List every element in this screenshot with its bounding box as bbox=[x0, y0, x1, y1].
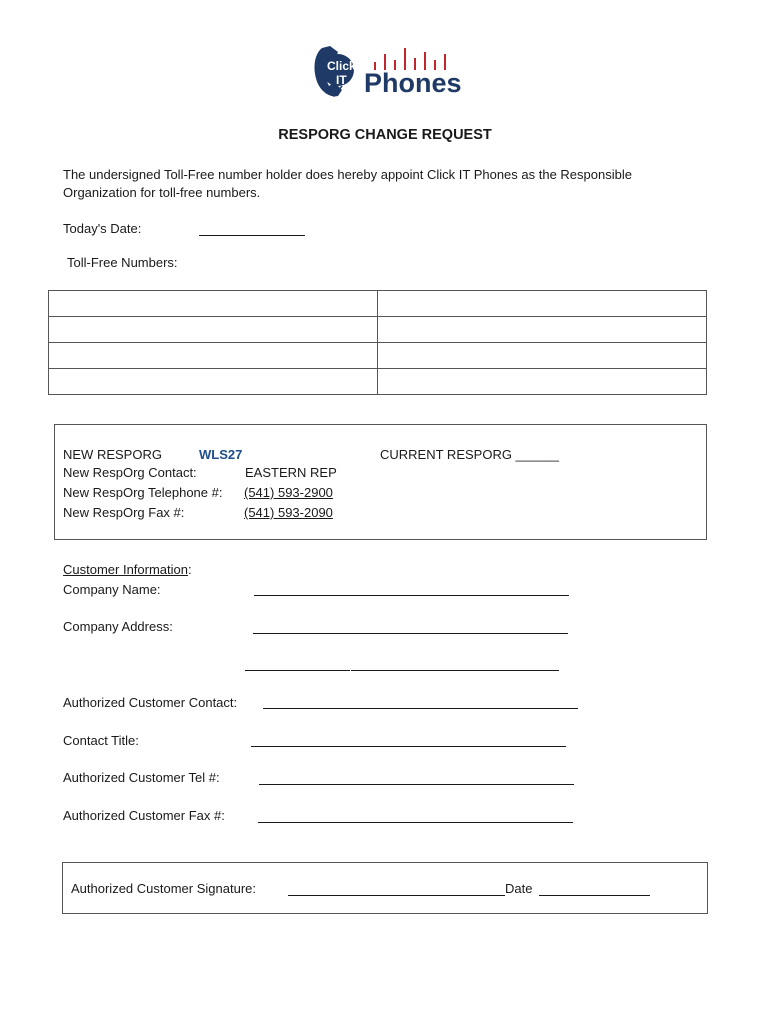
table-row bbox=[49, 343, 707, 369]
table-row bbox=[49, 369, 707, 395]
number-cell[interactable] bbox=[378, 369, 707, 395]
new-resporg-value: WLS27 bbox=[199, 447, 243, 462]
resporg-contact-value: EASTERN REP bbox=[245, 465, 337, 480]
address-line2-field-a[interactable] bbox=[245, 670, 350, 671]
number-cell[interactable] bbox=[378, 343, 707, 369]
toll-free-numbers-table bbox=[48, 290, 707, 395]
date-label: Today's Date: bbox=[63, 221, 142, 236]
resporg-fax-value: (541) 593-2090 bbox=[244, 505, 333, 520]
customer-info-heading: Customer Information: bbox=[63, 562, 192, 577]
current-resporg-blank[interactable]: ______ bbox=[515, 447, 559, 462]
date-field[interactable] bbox=[199, 235, 305, 236]
toll-free-label: Toll-Free Numbers: bbox=[67, 255, 178, 270]
customer-contact-field[interactable] bbox=[263, 708, 578, 709]
resporg-contact-label: New RespOrg Contact: bbox=[63, 465, 197, 480]
click-it-phones-logo bbox=[312, 40, 462, 102]
address-line2-field-b[interactable] bbox=[351, 670, 559, 671]
company-address-label: Company Address: bbox=[63, 619, 173, 634]
company-name-field[interactable] bbox=[254, 595, 569, 596]
new-resporg-label: NEW RESPORG bbox=[63, 447, 162, 462]
signal-bars-icon bbox=[374, 48, 446, 70]
page-title: RESPORG CHANGE REQUEST bbox=[278, 127, 492, 143]
logo-word-it: IT bbox=[336, 73, 347, 87]
company-address-field[interactable] bbox=[253, 633, 568, 634]
number-cell[interactable] bbox=[49, 317, 378, 343]
resporg-phone-label: New RespOrg Telephone #: bbox=[63, 485, 223, 500]
customer-fax-label: Authorized Customer Fax #: bbox=[63, 808, 225, 823]
signature-date-field[interactable] bbox=[539, 895, 650, 896]
customer-tel-field[interactable] bbox=[259, 784, 574, 785]
customer-fax-field[interactable] bbox=[258, 822, 573, 823]
number-cell[interactable] bbox=[49, 343, 378, 369]
contact-title-field[interactable] bbox=[251, 746, 566, 747]
current-resporg-label: CURRENT RESPORG ______ bbox=[380, 447, 559, 462]
number-cell[interactable] bbox=[49, 291, 378, 317]
number-cell[interactable] bbox=[378, 291, 707, 317]
customer-contact-label: Authorized Customer Contact: bbox=[63, 695, 238, 710]
resporg-phone-value: (541) 593-2900 bbox=[244, 485, 333, 500]
resporg-fax-label: New RespOrg Fax #: bbox=[63, 505, 185, 520]
company-name-label: Company Name: bbox=[63, 582, 161, 597]
number-cell[interactable] bbox=[49, 369, 378, 395]
contact-title-label: Contact Title: bbox=[63, 733, 139, 748]
table-row bbox=[49, 291, 707, 317]
logo-word-phones: Phones bbox=[364, 68, 462, 98]
customer-tel-label: Authorized Customer Tel #: bbox=[63, 770, 220, 785]
resporg-box bbox=[54, 424, 707, 540]
table-row bbox=[49, 317, 707, 343]
signature-date-label: Date bbox=[505, 881, 533, 896]
signature-field[interactable] bbox=[288, 895, 505, 896]
signature-label: Authorized Customer Signature: bbox=[71, 881, 256, 896]
number-cell[interactable] bbox=[378, 317, 707, 343]
logo-word-click: Click bbox=[327, 59, 356, 73]
intro-paragraph: The undersigned Toll-Free number holder does hereby appoint Click IT Phones as the Responsible Organization for toll-free numbers. bbox=[63, 167, 632, 200]
